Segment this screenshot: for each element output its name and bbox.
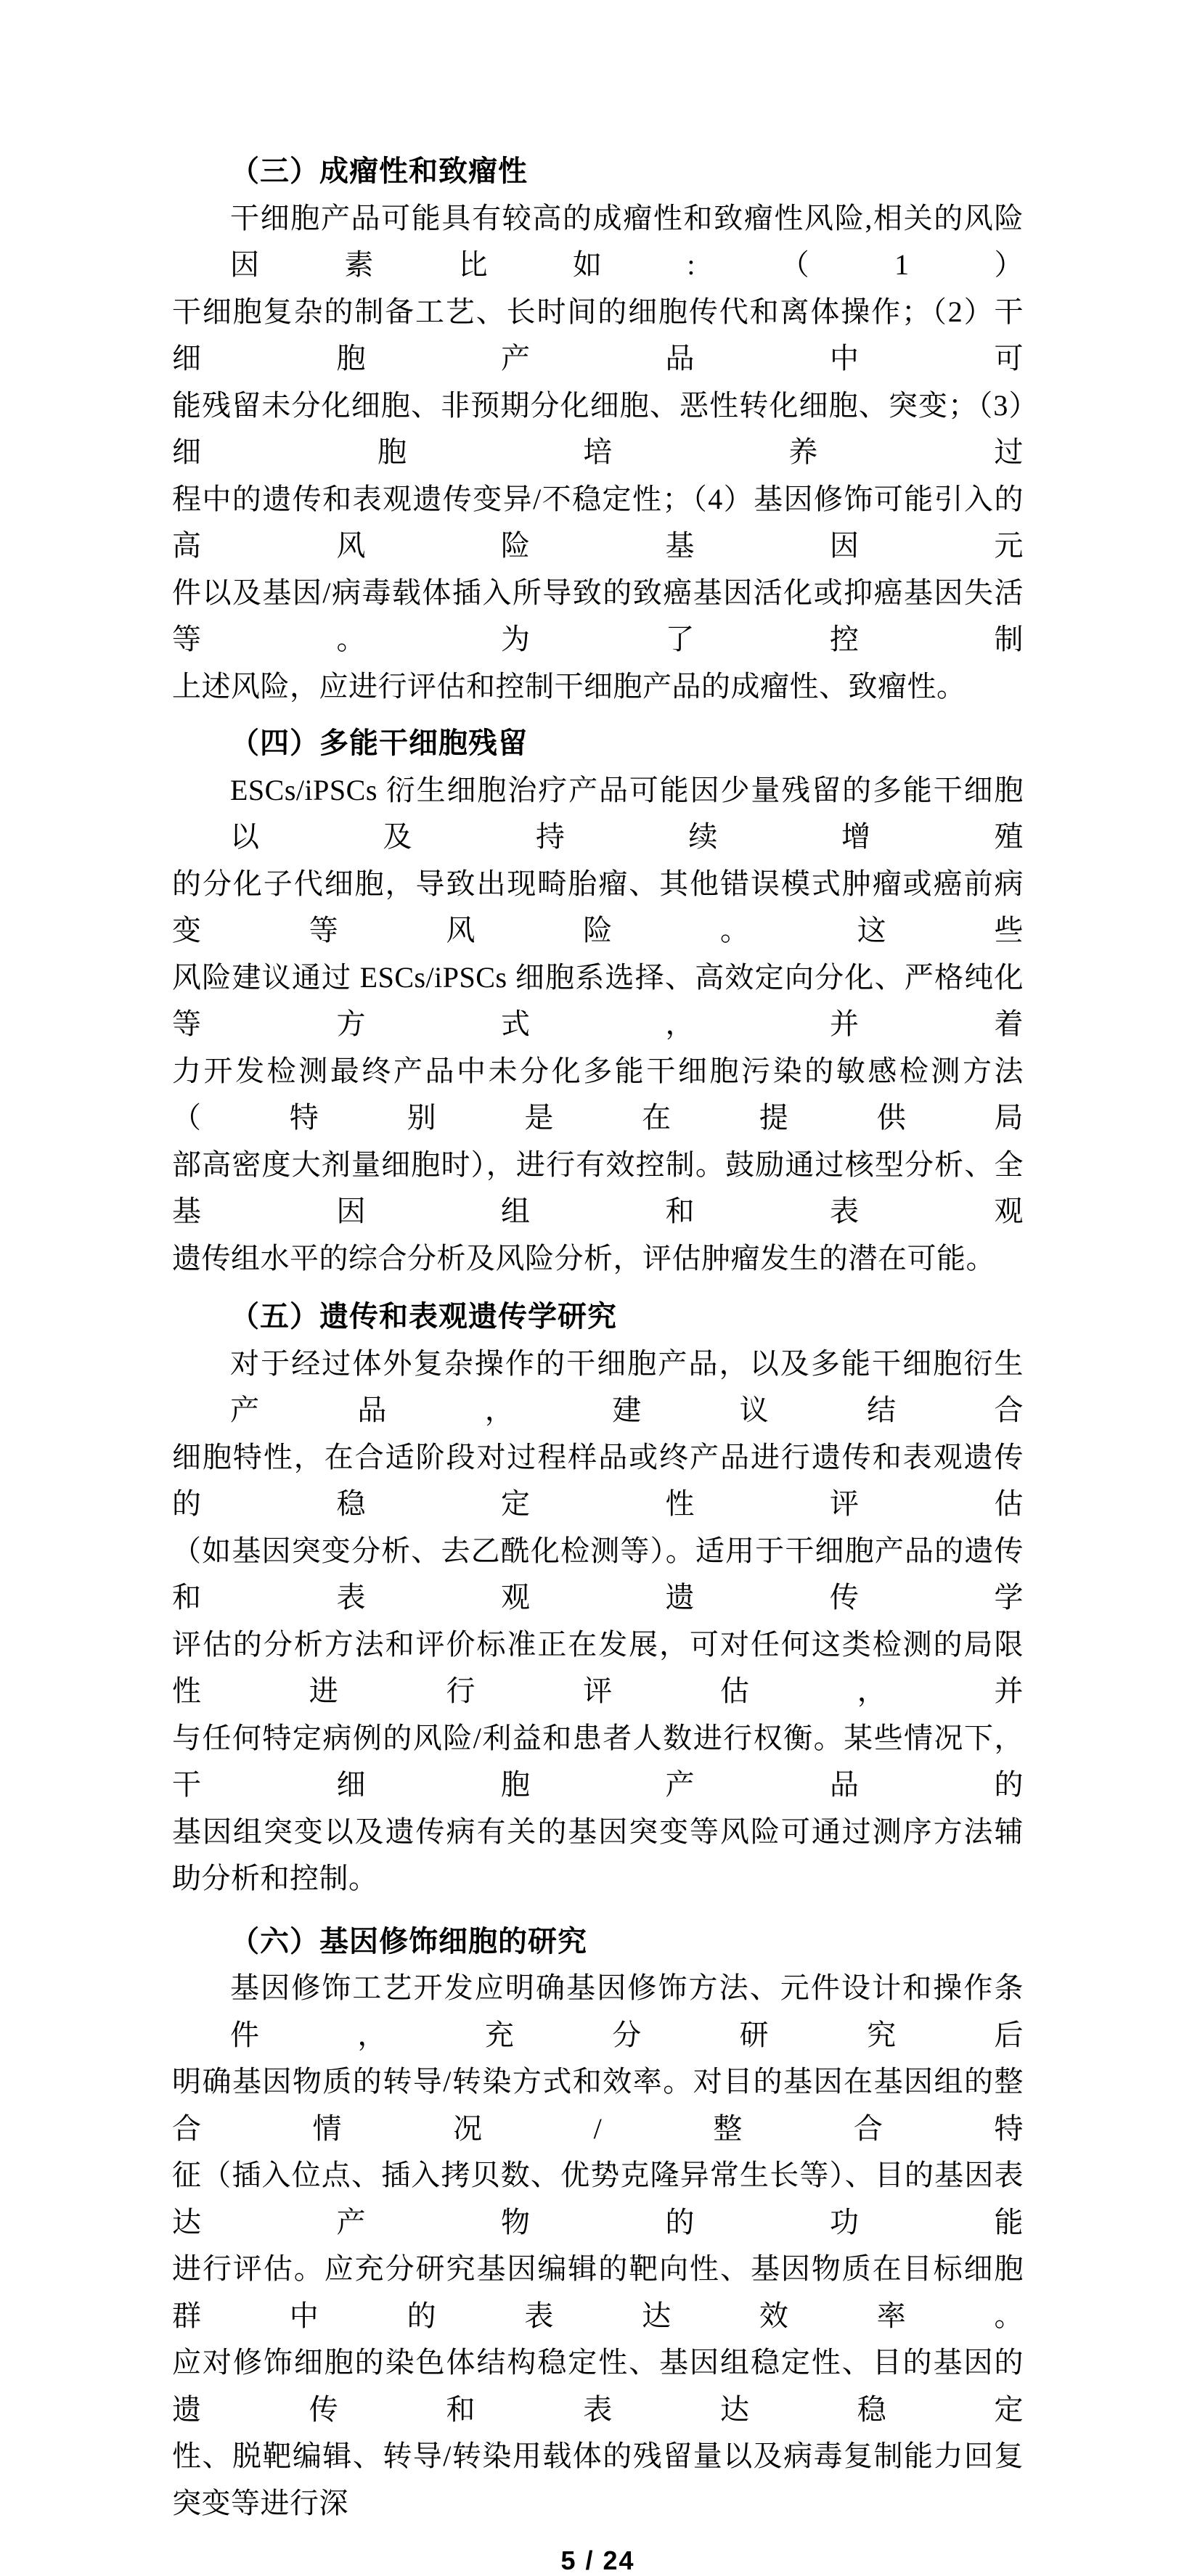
text-line: 进行评估。应充分研究基因编辑的靶向性、基因物质在目标细胞群中的表达效率。 bbox=[172, 2252, 1024, 2332]
text-line: （如基因突变分析、去乙酰化检测等）。适用于干细胞产品的遗传和表观遗传学 bbox=[172, 1534, 1024, 1614]
section-heading: （三）成瘤性和致瘤性 bbox=[230, 155, 528, 187]
paragraph bbox=[172, 195, 1024, 711]
text-line: 的分化子代细胞，导致出现畸胎瘤、其他错误模式肿瘤或癌前病变等风险。这些 bbox=[172, 867, 1024, 946]
text-line: 上述风险，应进行评估和控制干细胞产品的成瘤性、致瘤性。 bbox=[172, 669, 966, 703]
text-line: 基因修饰工艺开发应明确基因修饰方法、元件设计和操作条件，充分研究后 bbox=[230, 1971, 1024, 2051]
text-line: 遗传组水平的综合分析及风险分析，评估肿瘤发生的潜在可能。 bbox=[172, 1241, 995, 1275]
section bbox=[172, 1293, 1024, 1902]
section-heading: （四）多能干细胞残留 bbox=[230, 727, 528, 759]
text-line: 力开发检测最终产品中未分化多能干细胞污染的敏感检测方法（特别是在提供局 bbox=[172, 1054, 1024, 1134]
text-line: 细胞特性，在合适阶段对过程样品或终产品进行遗传和表观遗传的稳定性评估 bbox=[172, 1440, 1024, 1520]
text-line: 件以及基因/病毒载体插入所导致的致癌基因活化或抑癌基因失活等。为了控制 bbox=[172, 576, 1024, 655]
text-line: 部高密度大剂量细胞时），进行有效控制。鼓励通过核型分析、全基因组和表观 bbox=[172, 1148, 1024, 1227]
text-line: 评估的分析方法和评价标准正在发展，可对任何这类检测的局限性进行评估，并 bbox=[172, 1627, 1024, 1707]
text-line: 干细胞产品可能具有较高的成瘤性和致瘤性风险,相关的风险因素比如:（1） bbox=[230, 201, 1024, 281]
text-line: 征（插入位点、插入拷贝数、优势克隆异常生长等）、目的基因表达产物的功能 bbox=[172, 2159, 1024, 2238]
text-line: 与任何特定病例的风险/利益和患者人数进行权衡。某些情况下，干细胞产品的 bbox=[172, 1721, 1024, 1801]
document-body bbox=[172, 148, 1024, 2527]
text-line: 性、脱靶编辑、转导/转染用载体的残留量以及病毒复制能力回复突变等进行深 bbox=[172, 2440, 1024, 2519]
text-line: ESCs/iPSCs 衍生细胞治疗产品可能因少量残留的多能干细胞以及持续增殖 bbox=[230, 773, 1024, 853]
paragraph bbox=[172, 1341, 1024, 1902]
text-line: 风险建议通过 ESCs/iPSCs 细胞系选择、高效定向分化、严格纯化等方式，并着 bbox=[172, 960, 1024, 1040]
page-number: 5 / 24 bbox=[560, 2546, 635, 2575]
text-line: 基因组突变以及遗传病有关的基因突变等风险可通过测序方法辅助分析和控制。 bbox=[172, 1815, 1024, 1894]
text-line: 明确基因物质的转导/转染方式和效率。对目的基因在基因组的整合情况/整合特 bbox=[172, 2065, 1024, 2145]
text-line: 能残留未分化细胞、非预期分化细胞、恶性转化细胞、突变；（3）细胞培养过 bbox=[172, 388, 1024, 468]
text-line: 干细胞复杂的制备工艺、长时间的细胞传代和离体操作；（2）干细胞产品中可 bbox=[172, 295, 1024, 375]
section-heading: （六）基因修饰细胞的研究 bbox=[230, 1924, 587, 1958]
text-line: 应对修饰细胞的染色体结构稳定性、基因组稳定性、目的基因的遗传和表达稳定 bbox=[172, 2346, 1024, 2426]
section bbox=[172, 148, 1024, 710]
section-heading: （五）遗传和表观遗传学研究 bbox=[230, 1300, 617, 1333]
paragraph bbox=[172, 1965, 1024, 2527]
text-line: 对于经过体外复杂操作的干细胞产品，以及多能干细胞衍生产品，建议结合 bbox=[230, 1346, 1024, 1426]
paragraph bbox=[172, 767, 1024, 1283]
text-line: 程中的遗传和表观遗传变异/不稳定性；（4）基因修饰可能引入的高风险基因元 bbox=[172, 482, 1024, 562]
section bbox=[172, 720, 1024, 1282]
section bbox=[172, 1918, 1024, 2527]
